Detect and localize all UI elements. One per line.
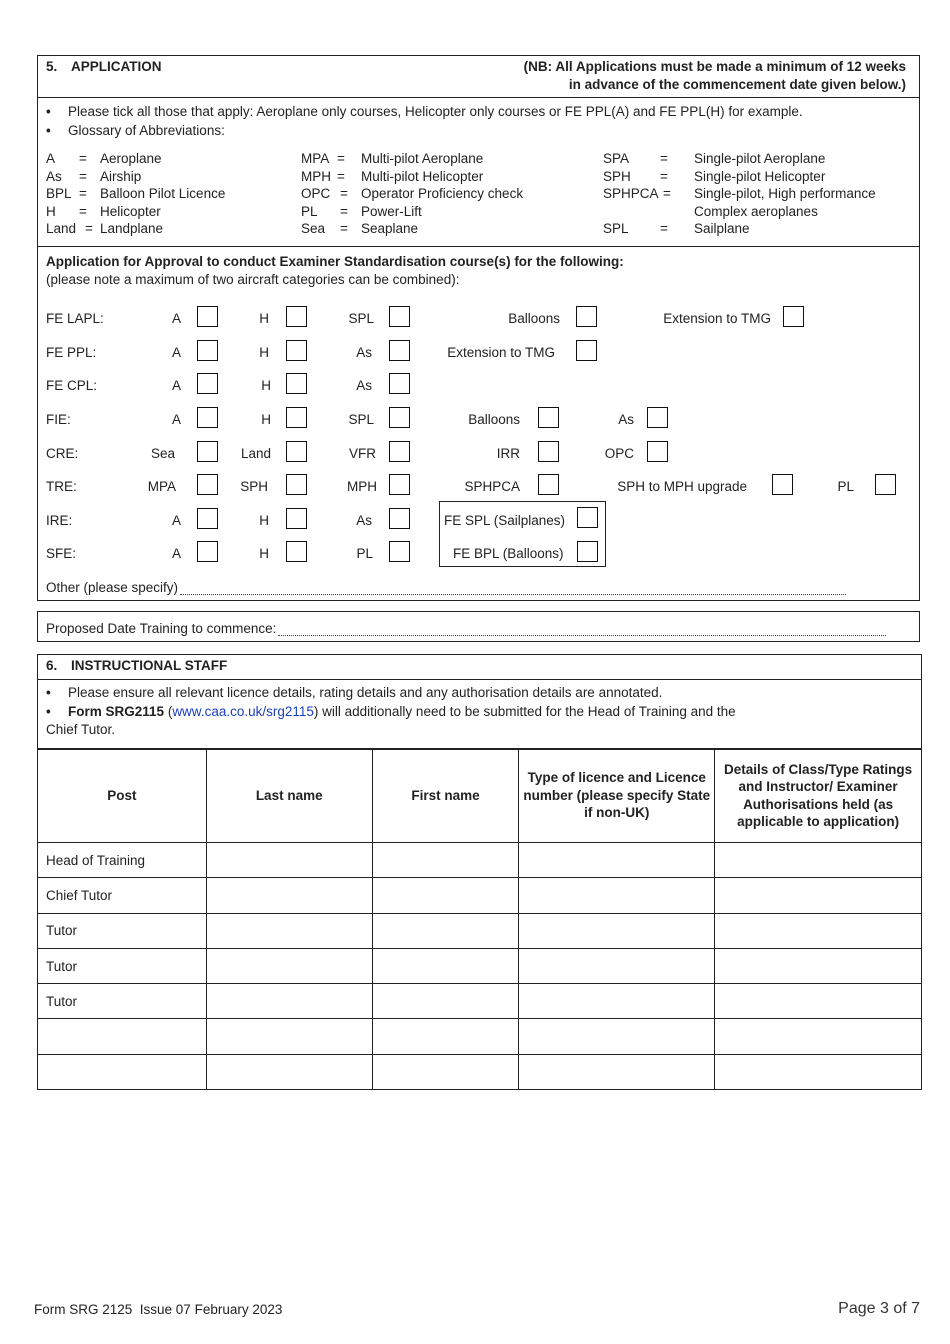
option-label: A — [171, 311, 181, 326]
option-label: As — [356, 513, 372, 528]
post-cell: Tutor — [38, 948, 207, 983]
option-label: Extension to TMG — [447, 345, 555, 360]
checkbox-sfe-pl[interactable] — [389, 541, 410, 562]
first-name-cell[interactable] — [372, 984, 519, 1019]
glossary: A = Aeroplane As = Airship BPL = Balloon Pilot Licence H = Helicopter Land = Landplane MPA = Multi-pilot Aeroplane MPH = Multi-pilot Helicopter OPC = Operator Proficiency check PL = Power-Lift Sea = Seaplane SPA = Single-pilot Aeroplane SPH = Single-pilot Helicopter SPHPCA = Single-pilot, High performance Complex aeroplanes SPL = Sailplane — [46, 151, 876, 237]
details-cell[interactable] — [715, 1019, 922, 1054]
option-label: Land — [240, 446, 271, 461]
checkbox-fe-lapl-h[interactable] — [286, 306, 307, 327]
dotted-leader — [278, 622, 886, 636]
divider — [37, 246, 920, 247]
option-label: A — [171, 412, 181, 427]
staff-form-bullet-line2: Chief Tutor. — [46, 722, 116, 737]
last-name-cell[interactable] — [206, 984, 372, 1019]
option-label: A — [171, 345, 181, 360]
licence-cell[interactable] — [519, 1054, 715, 1089]
last-name-cell[interactable] — [206, 948, 372, 983]
section-title: APPLICATION — [71, 59, 162, 74]
column-header-post: Post — [38, 749, 207, 843]
instruction-bullet: • Please tick all those that apply: Aeroplane only courses, Helicopter only courses or FE PPL(A) and FE PPL(H) for example. — [68, 104, 803, 119]
checkbox-fe-spl-sailplanes[interactable] — [577, 507, 598, 528]
post-cell: Head of Training — [38, 843, 207, 878]
details-cell[interactable] — [715, 878, 922, 913]
option-label: H — [259, 513, 269, 528]
first-name-cell[interactable] — [372, 878, 519, 913]
checkbox-tre-sphpca[interactable] — [538, 474, 559, 495]
checkbox-fe-bpl-balloons[interactable] — [577, 541, 598, 562]
licence-cell[interactable] — [519, 913, 715, 948]
checkbox-cre-land[interactable] — [286, 441, 307, 462]
staff-table — [37, 748, 922, 1090]
column-header-first-name: First name — [372, 749, 519, 843]
first-name-cell[interactable] — [372, 1054, 519, 1089]
option-label: SPH — [240, 479, 268, 494]
last-name-cell[interactable] — [206, 878, 372, 913]
column-header-details: Details of Class/Type Ratings and Instructor/ Examiner Authorisations held (as applicable to application) — [715, 749, 922, 843]
details-cell[interactable] — [715, 948, 922, 983]
option-label: SPH to MPH upgrade — [617, 479, 747, 494]
option-label: SPL — [348, 311, 374, 326]
dotted-leader — [180, 581, 846, 595]
post-cell: Tutor — [38, 984, 207, 1019]
licence-cell[interactable] — [519, 878, 715, 913]
licence-cell[interactable] — [519, 948, 715, 983]
post-cell[interactable] — [38, 1054, 207, 1089]
checkbox-cre-opc[interactable] — [647, 441, 668, 462]
glossary-heading: • Glossary of Abbreviations: — [68, 123, 225, 138]
checkbox-tre-sph[interactable] — [286, 474, 307, 495]
table-row — [38, 878, 922, 913]
details-cell[interactable] — [715, 1054, 922, 1089]
post-cell: Tutor — [38, 913, 207, 948]
checkbox-cre-irr[interactable] — [538, 441, 559, 462]
option-label: Sea — [150, 446, 175, 461]
paren-open: ( — [167, 704, 173, 719]
nb-note-line2: in advance of the commencement date given below.) — [568, 77, 906, 92]
checkbox-fie-as[interactable] — [647, 407, 668, 428]
checkbox-fie-balloons[interactable] — [538, 407, 559, 428]
form-identifier: Form SRG 2125 Issue 07 February 2023 — [34, 1302, 283, 1317]
checkbox-tre-pl[interactable] — [875, 474, 896, 495]
last-name-cell[interactable] — [206, 913, 372, 948]
option-label: MPH — [347, 479, 377, 494]
first-name-cell[interactable] — [372, 948, 519, 983]
column-header-licence: Type of licence and Licence number (please specify State if non-UK) — [519, 749, 715, 843]
row-label-fe-ppl: FE PPL: — [46, 345, 97, 360]
section-title: INSTRUCTIONAL STAFF — [71, 658, 228, 673]
option-label: FE SPL (Sailplanes) — [444, 513, 566, 528]
table-header-row — [38, 749, 922, 843]
row-label-ire: IRE: — [46, 513, 73, 528]
first-name-cell[interactable] — [372, 913, 519, 948]
last-name-cell[interactable] — [206, 1019, 372, 1054]
approval-note: (please note a maximum of two aircraft categories can be combined): — [46, 272, 460, 287]
section-number: 6. — [46, 658, 58, 673]
checkbox-fe-ppl-tmg[interactable] — [576, 340, 597, 361]
other-label: Other (please specify) — [46, 580, 179, 595]
table-row — [38, 1054, 922, 1089]
proposed-date-field[interactable] — [46, 621, 904, 639]
section-number: 5. — [46, 59, 58, 74]
first-name-cell[interactable] — [372, 843, 519, 878]
table-row — [38, 1019, 922, 1054]
option-label: Balloons — [468, 412, 520, 427]
row-label-tre: TRE: — [46, 479, 77, 494]
nb-note-line1: (NB: All Applications must be made a minimum of 12 weeks — [523, 59, 906, 74]
checkbox-fe-cpl-as[interactable] — [389, 373, 410, 394]
option-label: PL — [356, 546, 373, 561]
last-name-cell[interactable] — [206, 1054, 372, 1089]
checkbox-fe-lapl-spl[interactable] — [389, 306, 410, 327]
divider — [37, 97, 920, 98]
checkbox-cre-sea[interactable] — [197, 441, 218, 462]
table-row — [38, 984, 922, 1019]
last-name-cell[interactable] — [206, 843, 372, 878]
checkbox-ire-a[interactable] — [197, 508, 218, 529]
option-label: A — [171, 513, 181, 528]
staff-form-bullet: • Form SRG2115 (www.caa.co.uk/srg2115) will additionally need to be submitted for the Head of Training and the — [46, 704, 736, 719]
column-header-last-name: Last name — [206, 749, 372, 843]
form-note: ) will additionally need to be submitted for the Head of Training and the — [313, 704, 736, 719]
option-label: FE BPL (Balloons) — [453, 546, 564, 561]
option-label: MPA — [147, 479, 176, 494]
checkbox-tre-sph-mph-upgrade[interactable] — [772, 474, 793, 495]
option-label: SPHPCA — [464, 479, 520, 494]
option-label: H — [261, 412, 271, 427]
checkbox-fe-lapl-balloons[interactable] — [576, 306, 597, 327]
option-label: SPL — [348, 412, 374, 427]
licence-cell[interactable] — [519, 843, 715, 878]
checkbox-tre-mph[interactable] — [389, 474, 410, 495]
srg2115-link[interactable]: www.caa.co.uk/srg2115 — [172, 704, 314, 719]
staff-instruction-bullet: • Please ensure all relevant licence details, rating details and any authorisation details are annotated. — [68, 685, 662, 700]
row-label-fie: FIE: — [46, 412, 71, 427]
checkbox-fe-ppl-a[interactable] — [197, 340, 218, 361]
checkbox-fie-h[interactable] — [286, 407, 307, 428]
option-label: A — [171, 378, 181, 393]
option-label: Extension to TMG — [663, 311, 771, 326]
checkbox-sfe-h[interactable] — [286, 541, 307, 562]
row-label-sfe: SFE: — [46, 546, 77, 561]
details-cell[interactable] — [715, 843, 922, 878]
checkbox-fe-cpl-a[interactable] — [197, 373, 218, 394]
licence-cell[interactable] — [519, 984, 715, 1019]
checkbox-fe-lapl-tmg[interactable] — [783, 306, 804, 327]
first-name-cell[interactable] — [372, 1019, 519, 1054]
option-label: VFR — [349, 446, 376, 461]
checkbox-fe-lapl-a[interactable] — [197, 306, 218, 327]
checkbox-tre-mpa[interactable] — [197, 474, 218, 495]
checkbox-fe-ppl-h[interactable] — [286, 340, 307, 361]
option-label: IRR — [496, 446, 520, 461]
checkbox-ire-as[interactable] — [389, 508, 410, 529]
option-label: A — [171, 546, 181, 561]
table-row — [38, 913, 922, 948]
checkbox-cre-vfr[interactable] — [389, 441, 410, 462]
post-cell[interactable] — [38, 1019, 207, 1054]
checkbox-ire-h[interactable] — [286, 508, 307, 529]
option-label: H — [259, 345, 269, 360]
option-label: PL — [837, 479, 854, 494]
option-label: As — [618, 412, 634, 427]
checkbox-fie-spl[interactable] — [389, 407, 410, 428]
checkbox-fe-ppl-as[interactable] — [389, 340, 410, 361]
checkbox-fe-cpl-h[interactable] — [286, 373, 307, 394]
option-label: Balloons — [508, 311, 560, 326]
page-number: Page 3 of 7 — [838, 1300, 920, 1317]
details-cell[interactable] — [715, 913, 922, 948]
divider — [37, 679, 922, 680]
option-label: H — [259, 311, 269, 326]
checkbox-sfe-a[interactable] — [197, 541, 218, 562]
table-row — [38, 948, 922, 983]
table-row — [38, 843, 922, 878]
licence-cell[interactable] — [519, 1019, 715, 1054]
option-label: H — [259, 546, 269, 561]
option-label: As — [356, 345, 372, 360]
proposed-date-label: Proposed Date Training to commence: — [46, 621, 277, 636]
row-label-fe-cpl: FE CPL: — [46, 378, 98, 393]
post-cell: Chief Tutor — [38, 878, 207, 913]
option-label: OPC — [604, 446, 634, 461]
form-name: Form SRG2115 — [68, 704, 165, 719]
option-label: As — [356, 378, 372, 393]
approval-heading: Application for Approval to conduct Examiner Standardisation course(s) for the following: — [46, 254, 624, 269]
checkbox-fie-a[interactable] — [197, 407, 218, 428]
row-label-cre: CRE: — [46, 446, 79, 461]
other-specify-field[interactable] — [46, 580, 854, 598]
option-label: H — [261, 378, 271, 393]
row-label-fe-lapl: FE LAPL: — [46, 311, 104, 326]
details-cell[interactable] — [715, 984, 922, 1019]
